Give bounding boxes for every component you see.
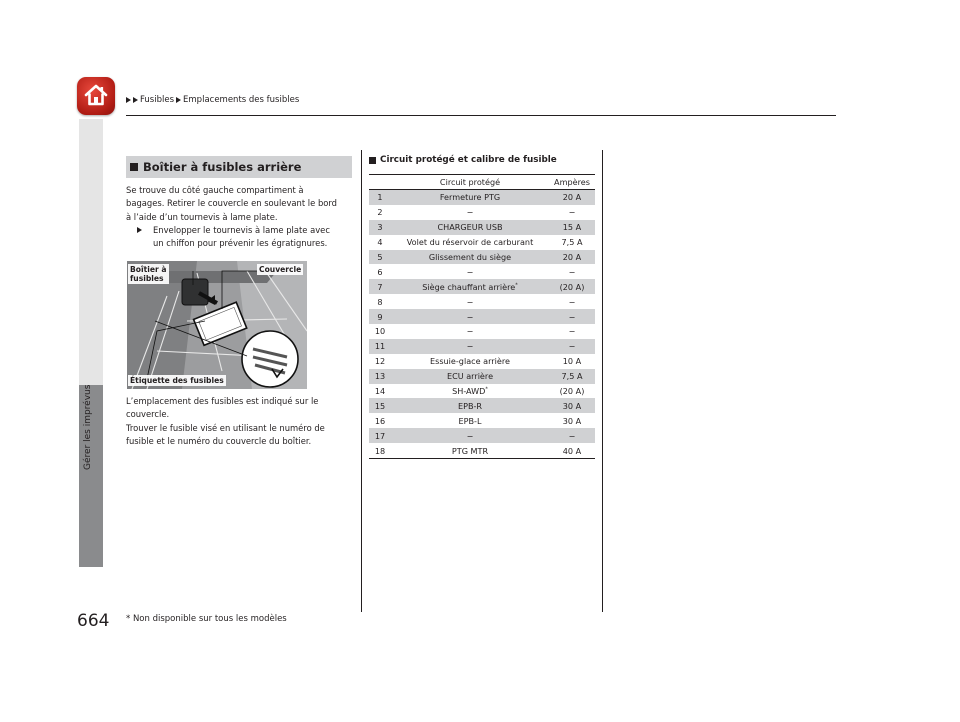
breadcrumb [126,95,299,105]
breadcrumb-item-fuses[interactable]: Fusibles [140,95,175,105]
cell-number: 15 [369,398,391,413]
column-divider [361,150,362,612]
chevron-right-icon [126,97,131,103]
cell-amperes: − [568,296,576,307]
cell-number: 17 [369,428,391,443]
cell-circuit: EPB-L [458,415,482,426]
intro-line: Se trouve du côté gauche compartiment à [126,185,304,195]
body-line: L’emplacement des fusibles est indiqué sur le [126,396,319,406]
cell-amperes: 10 A [562,356,582,367]
cell-circuit: Volet du réservoir de carburant [406,237,534,248]
cell-number: 5 [369,250,391,265]
bullet-line: Envelopper le tournevis à lame plate avec [153,225,330,235]
cell-amperes: − [549,428,595,443]
cell-number: 14 [374,386,386,397]
cell-circuit: Glissement du siège [391,250,549,265]
fuse-table-body [369,190,595,459]
cell-number: 9 [369,309,391,324]
cell-amperes: 20 A [549,250,595,265]
home-button[interactable] [77,77,115,115]
intro-line: à l’aide d’un tournevis à lame plate. [126,211,278,222]
side-bar [79,119,103,385]
cell-number: 3 [369,220,391,235]
table-header-row [369,175,595,190]
table-row [369,339,595,354]
cell-circuit: − [391,309,549,324]
label-line: Boîtier à [130,265,167,274]
table-row [369,220,595,235]
bullet-arrow-icon [137,227,142,233]
cell-circuit: − [466,296,474,307]
cell-number: 10 [374,326,386,337]
cell-amperes: 30 A [562,415,582,426]
section-header [126,156,352,178]
footnote: * Non disponible sur tous les modèles [126,614,287,624]
cell-circuit: SH-AWD* [452,386,488,397]
cell-amperes: (20 A) [549,279,595,294]
cell-number: 12 [374,356,386,367]
table-row [369,384,595,399]
footnote-marker: * [515,282,518,289]
cell-number: 2 [377,207,383,218]
chevron-right-icon [133,97,138,103]
table-row [369,294,595,309]
cell-number: 13 [369,369,391,384]
cell-amperes: − [549,309,595,324]
cell-number: 4 [377,237,383,248]
table-row [369,250,595,265]
table-row [369,398,595,413]
cell-amperes: 20 A [549,190,595,205]
table-row [369,443,595,458]
cell-amperes: (20 A) [559,386,585,397]
table-row [369,369,595,384]
section-square-icon [130,163,138,171]
cell-amperes: − [549,339,595,354]
body-paragraph [126,395,325,448]
cell-number: 6 [377,266,383,277]
cell-amperes: − [568,266,576,277]
table-row [369,205,595,220]
label-fuse-box [128,264,169,284]
fuse-box-illustration [127,261,307,389]
body-line: couvercle. [126,409,170,420]
cell-circuit: − [466,207,474,218]
cell-number: 1 [369,190,391,205]
cell-circuit: Fermeture PTG [391,190,549,205]
cell-amperes: − [568,207,576,218]
intro-paragraph [126,184,337,224]
table-row [369,264,595,279]
breadcrumb-item-fuse-locations[interactable]: Emplacements des fusibles [183,95,300,105]
col-header-amperes: Ampères [549,175,595,190]
cell-circuit: − [466,266,474,277]
section-square-icon [369,157,376,164]
table-row [369,324,595,339]
table-row [369,354,595,369]
section-title: Boîtier à fusibles arrière [143,160,302,174]
table-title-text: Circuit protégé et calibre de fusible [380,155,557,165]
table-row [369,190,595,205]
body-line: fusible et le numéro du couvercle du boîtier. [126,435,312,446]
cell-amperes: − [568,326,576,337]
cell-amperes: 7,5 A [549,369,595,384]
chapter-tab-label: Gérer les imprévus [83,384,93,470]
table-row [369,428,595,443]
cell-number: 16 [374,415,386,426]
chevron-right-icon [176,97,181,103]
col-header-circuit: Circuit protégé [391,175,549,190]
footnote-marker: * [485,386,488,393]
cell-circuit: − [391,339,549,354]
body-line: Trouver le fusible visé en utilisant le numéro de [126,422,325,433]
cell-number: 11 [369,339,391,354]
cell-number: 18 [369,443,391,458]
page-number: 664 [77,611,110,631]
table-row [369,309,595,324]
note-bullet [137,224,357,251]
cell-circuit: Siège chauffant arrière* [391,279,549,294]
cell-circuit: PTG MTR [391,443,549,458]
intro-line: bagages. Retirer le couvercle en soulevant le bord [126,198,338,209]
cell-number: 7 [369,279,391,294]
cell-circuit: EPB-R [391,398,549,413]
cell-amperes: 30 A [549,398,595,413]
column-divider [602,150,603,612]
cell-amperes: 15 A [549,220,595,235]
cell-amperes: 40 A [549,443,595,458]
cell-circuit: CHARGEUR USB [391,220,549,235]
label-cover: Couvercle [259,265,302,274]
table-title [369,155,557,165]
table-row [369,413,595,428]
bullet-line: un chiffon pour prévenir les égratignures. [153,238,328,249]
label-line: fusibles [130,274,164,283]
cell-circuit: − [391,428,549,443]
label-fuse-tag: Étiquette des fusibles [130,376,224,385]
home-icon [83,82,109,108]
fuse-table [369,174,595,459]
cell-circuit: − [466,326,474,337]
cell-amperes: 7,5 A [561,237,583,248]
table-row [369,279,595,294]
cell-number: 8 [377,296,383,307]
table-row [369,235,595,250]
cell-circuit: Essuie-glace arrière [429,356,510,367]
cell-circuit: ECU arrière [391,369,549,384]
col-header-number [369,175,391,190]
header-rule [126,115,836,116]
